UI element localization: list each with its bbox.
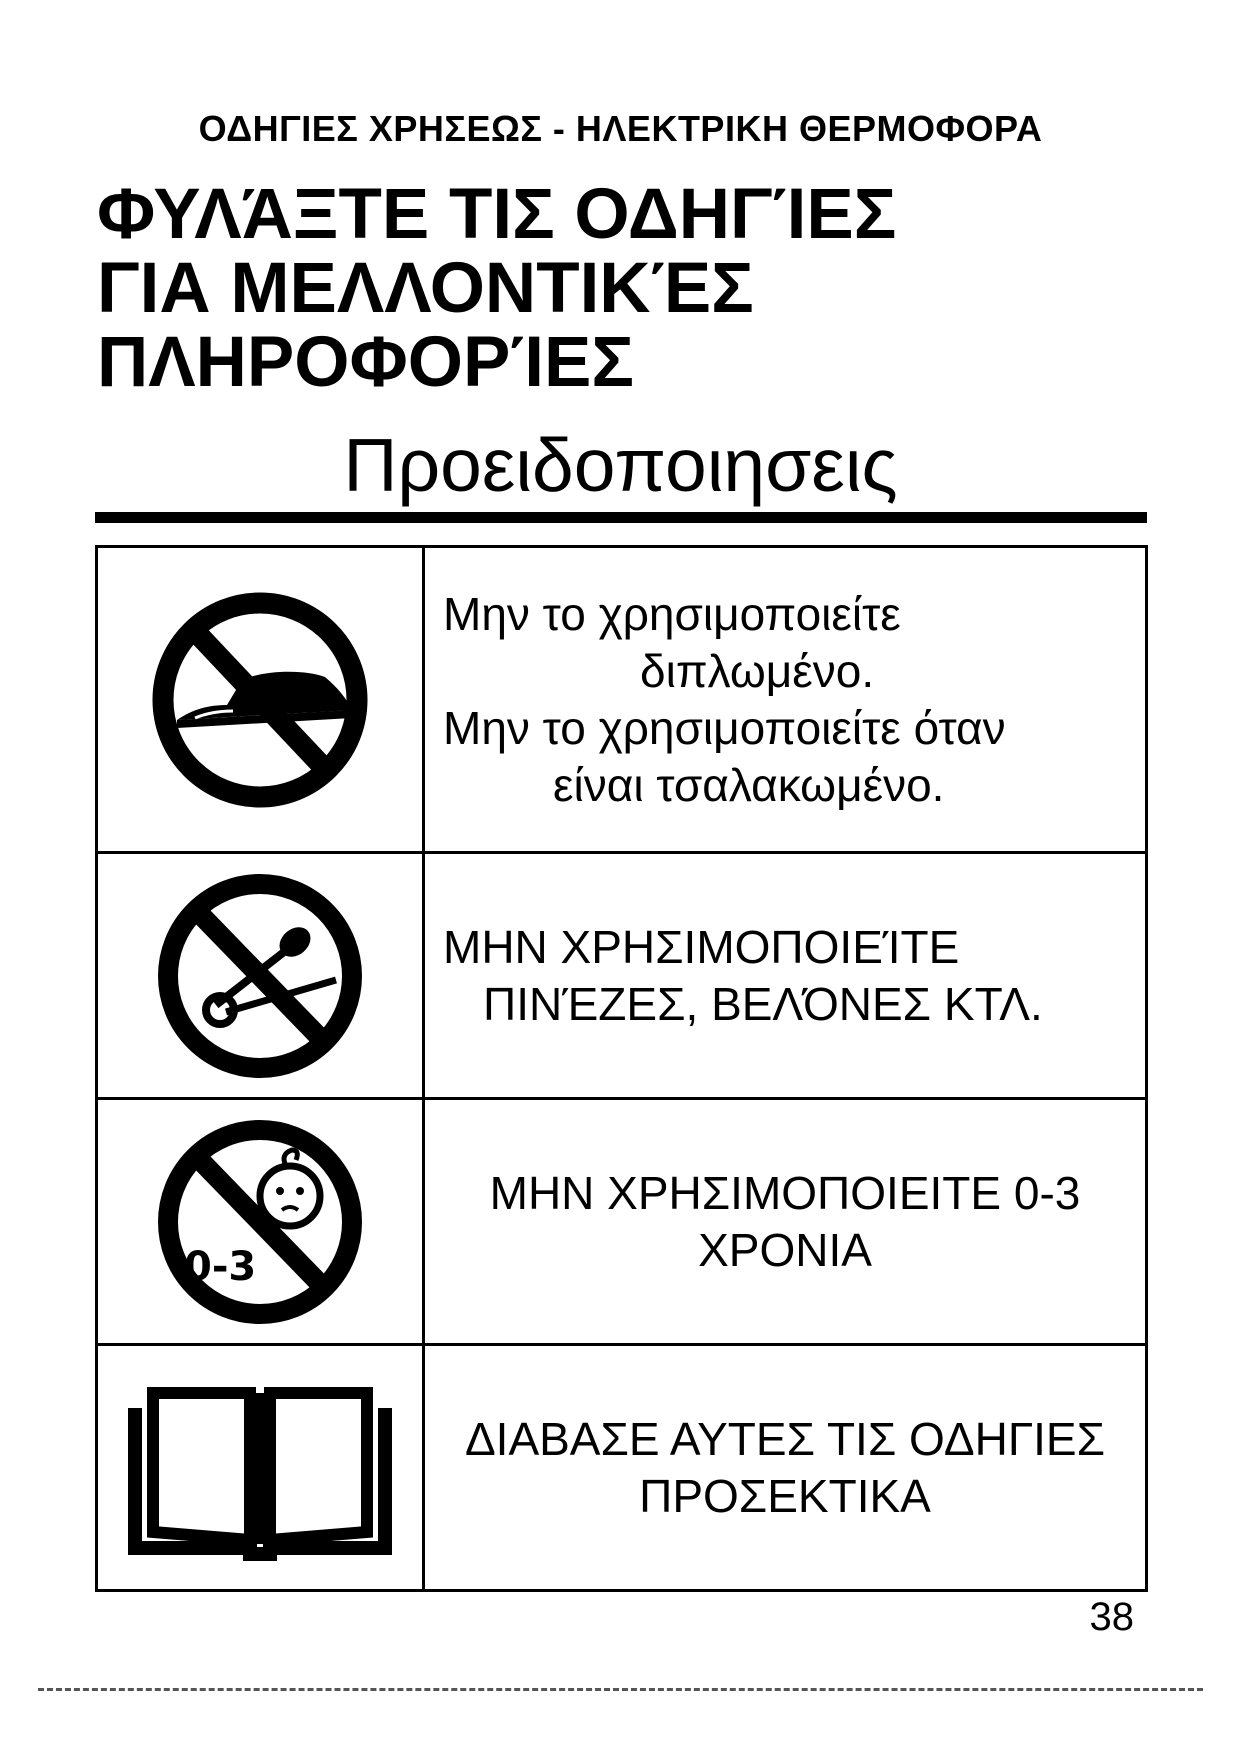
headline-line-3: ΠΛΗΡΟΦΟΡΊΕΣ xyxy=(97,323,634,402)
warning-line: ΜΗΝ ΧΡΗΣΙΜΟΠΟΙΕΊΤΕ xyxy=(443,920,960,973)
warnings-title: Προειδοποιησεις xyxy=(343,423,898,507)
warning-icon-cell xyxy=(97,1099,424,1345)
warning-text-cell xyxy=(424,1099,1147,1345)
read-instructions-book-icon xyxy=(98,1368,422,1568)
warning-text-cell xyxy=(424,1345,1147,1591)
warning-row-read xyxy=(97,1345,1147,1591)
keep-instructions-headline xyxy=(97,175,897,402)
warning-row-children xyxy=(97,1099,1147,1345)
warning-text-cell xyxy=(424,853,1147,1099)
warning-line: ΜΗΝ ΧΡΗΣΙΜΟΠΟΙΕΙΤΕ 0-3 xyxy=(489,1166,1081,1219)
warning-line: Μην το χρησιμοποιείτε όταν xyxy=(443,701,1006,754)
warning-line: διπλωμένο. xyxy=(640,644,875,697)
warning-icon-cell xyxy=(97,1345,424,1591)
headline-line-2: ΓΙΑ ΜΕΛΛΟΝΤΙΚΈΣ xyxy=(97,249,754,328)
warning-icon-cell xyxy=(97,853,424,1099)
warning-line: ΠΡΟΣΕΚΤΙΚΑ xyxy=(639,1469,931,1522)
warning-text-cell xyxy=(424,547,1147,853)
title-divider xyxy=(95,512,1147,523)
warning-icon-cell xyxy=(97,547,424,853)
warning-line: ΧΡΟΝΙΑ xyxy=(698,1223,872,1276)
age-range-label: 0-3 xyxy=(184,1243,257,1290)
no-folding-icon xyxy=(98,587,422,813)
warning-line: ΔΙΑΒΑΣΕ ΑΥΤΕΣ ΤΙΣ ΟΔΗΓΙΕΣ xyxy=(464,1412,1106,1465)
warning-line: Μην το χρησιμοποιείτε xyxy=(443,587,901,640)
warning-line: ΠΙΝΈΖΕΣ, ΒΕΛΌΝΕΣ ΚΤΛ. xyxy=(483,977,1043,1030)
page-number: 38 xyxy=(1089,1595,1134,1639)
headline-line-1: ΦΥΛΆΞΤΕ ΤΙΣ ΟΔΗΓΊΕΣ xyxy=(97,175,897,254)
no-children-0-3-icon xyxy=(98,1116,422,1328)
footer-divider xyxy=(38,1688,1203,1691)
no-pins-icon xyxy=(98,870,422,1082)
document-header: ΟΔΗΓΙΕΣ ΧΡΗΣΕΩΣ - ΗΛΕΚΤΡΙΚΗ ΘΕΡΜΟΦΟΡΑ xyxy=(198,108,1043,149)
warning-row-pins xyxy=(97,853,1147,1099)
warnings-table xyxy=(95,545,1148,1592)
warning-row-folding xyxy=(97,547,1147,853)
warning-line: είναι τσαλακωμένο. xyxy=(553,758,945,811)
